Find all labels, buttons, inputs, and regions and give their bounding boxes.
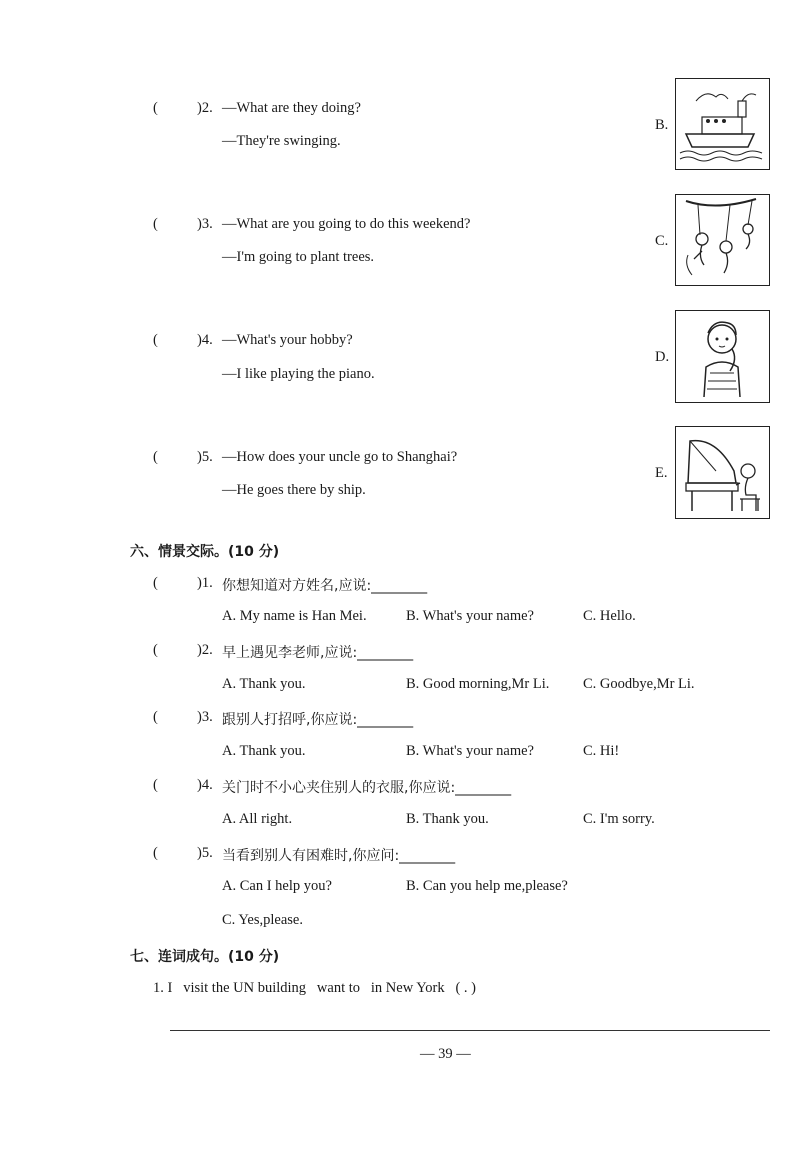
answer-paren-open[interactable]: (	[153, 777, 158, 793]
question-prompt: 关门时不小心夹住别人的衣服,你应说:________	[222, 780, 512, 796]
option-c: C. I'm sorry.	[583, 811, 655, 827]
picture-label-d: D.	[655, 349, 670, 365]
monkeys-swinging-icon	[676, 195, 768, 284]
section6-heading: 六、情景交际。(10 分)	[130, 544, 280, 560]
answer-text: —I'm going to plant trees.	[222, 249, 375, 265]
answer-paren-open[interactable]: (	[153, 332, 158, 348]
picture-label-c: C.	[655, 233, 669, 249]
question-prompt: 早上遇见李老师,应说:________	[222, 645, 414, 661]
picture-label-b: B.	[655, 117, 669, 133]
picture-label-e: E.	[655, 465, 668, 481]
answer-text: —He goes there by ship.	[222, 482, 366, 498]
option-a: A. Can I help you?	[222, 878, 332, 894]
question-prompt: 当看到别人有困难时,你应问:________	[222, 848, 456, 864]
question-prompt: 你想知道对方姓名,应说:________	[222, 578, 428, 594]
option-b: B. Good morning,Mr Li.	[406, 676, 550, 692]
answer-paren-open[interactable]: (	[153, 100, 158, 116]
option-c: C. Hi!	[583, 743, 620, 759]
question-number: )2.	[197, 100, 213, 116]
option-b: B. What's your name?	[406, 608, 534, 624]
question-number: )5.	[197, 449, 213, 465]
answer-text: —They're swinging.	[222, 133, 341, 149]
question-text: —What's your hobby?	[222, 332, 353, 348]
question-number: )1.	[197, 575, 213, 591]
question-text: —How does your uncle go to Shanghai?	[222, 449, 458, 465]
question-number: )5.	[197, 845, 213, 861]
option-c: C. Goodbye,Mr Li.	[583, 676, 695, 692]
boy-playing-piano-icon	[676, 427, 768, 517]
question-text: —What are you going to do this weekend?	[222, 216, 471, 232]
option-c: C. Hello.	[583, 608, 636, 624]
option-b: B. Can you help me,please?	[406, 878, 568, 894]
option-b: B. What's your name?	[406, 743, 534, 759]
option-a: A. Thank you.	[222, 743, 306, 759]
section7-item-1: 1. I visit the UN building want to in New York ( . )	[153, 980, 477, 996]
option-c: C. Yes,please.	[222, 912, 303, 928]
question-number: )4.	[197, 332, 213, 348]
section7-heading: 七、连词成句。(10 分)	[130, 949, 280, 965]
answer-paren-open[interactable]: (	[153, 449, 158, 465]
answer-paren-open[interactable]: (	[153, 845, 158, 861]
footer-divider	[170, 1030, 770, 1031]
question-number: )3.	[197, 216, 213, 232]
answer-paren-open[interactable]: (	[153, 642, 158, 658]
picture-d	[675, 310, 770, 403]
answer-text: —I like playing the piano.	[222, 366, 375, 382]
picture-b	[675, 78, 770, 170]
question-number: )3.	[197, 709, 213, 725]
question-text: —What are they doing?	[222, 100, 361, 116]
boy-thinking-icon	[676, 311, 768, 401]
option-a: A. Thank you.	[222, 676, 306, 692]
picture-e	[675, 426, 770, 519]
option-b: B. Thank you.	[406, 811, 489, 827]
option-a: A. All right.	[222, 811, 293, 827]
question-prompt: 跟别人打招呼,你应说:________	[222, 712, 414, 728]
ship-icon	[676, 79, 768, 168]
page-number: — 39 —	[420, 1046, 471, 1062]
option-a: A. My name is Han Mei.	[222, 608, 367, 624]
question-number: )2.	[197, 642, 213, 658]
question-number: )4.	[197, 777, 213, 793]
answer-paren-open[interactable]: (	[153, 575, 158, 591]
answer-paren-open[interactable]: (	[153, 709, 158, 725]
answer-paren-open[interactable]: (	[153, 216, 158, 232]
picture-c	[675, 194, 770, 286]
